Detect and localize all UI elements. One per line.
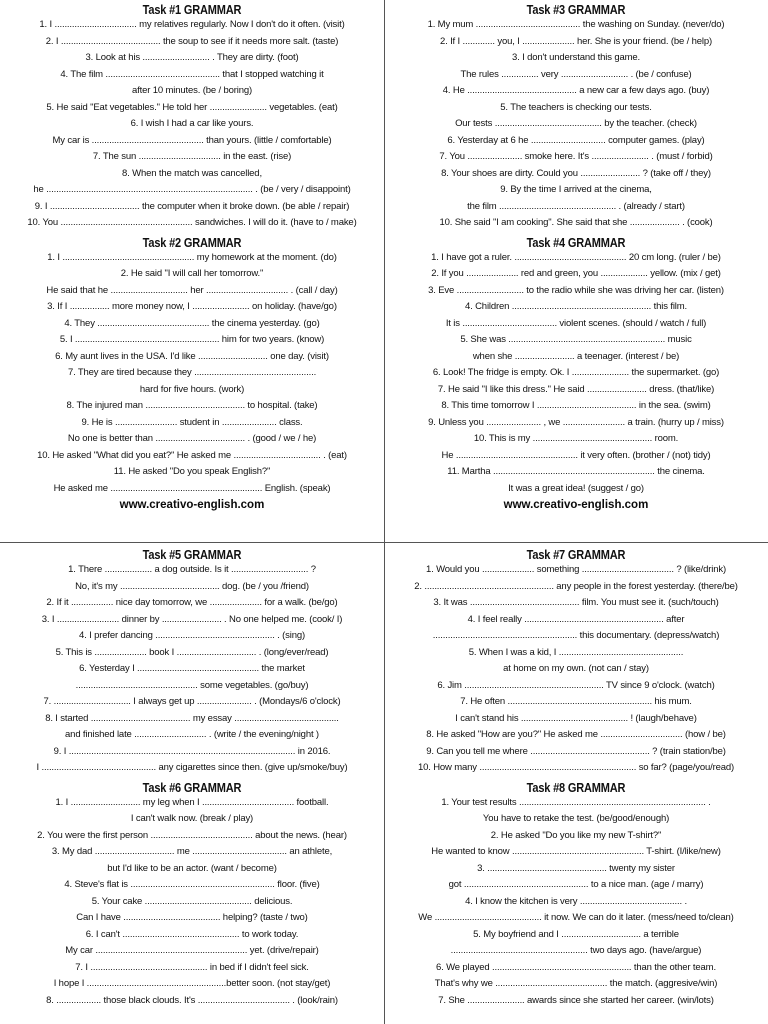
exercise-line: You have to retake the test. (be/good/enough) xyxy=(482,813,670,824)
exercise-line: 2. I ........................................ the soup to see if it needs more salt. (taste) xyxy=(45,35,339,47)
exercise-line: 6. Jim ........................................................ TV since 9 o'clock. (watch) xyxy=(437,679,715,691)
exercise-line: 8. .................. those black clouds. It's ..................................... . (look/rain) xyxy=(46,994,338,1006)
quadrant-bottom-left xyxy=(0,545,384,1024)
exercise-line: hard for five hours. (work) xyxy=(139,383,245,395)
exercise-line: 1. My mum .......................................... the washing on Sunday. (never/do) xyxy=(427,19,725,30)
exercise-line: 11. He asked "Do you speak English?" xyxy=(113,466,271,477)
exercise-line: That's why we ............................................. the match. (aggresive/win) xyxy=(434,978,718,989)
exercise-line: 3. If I ................ more money now, I ....................... on holiday. (have/go) xyxy=(47,301,337,312)
exercise-line: 9. He is ......................... student in ...................... class. xyxy=(81,416,303,428)
exercise-line: 2. He asked "Do you like my new T-shirt?" xyxy=(490,829,662,841)
quadrant-bottom-right xyxy=(384,545,768,1024)
quadrant-top-left xyxy=(0,0,384,512)
task-lines xyxy=(390,251,762,499)
exercise-line: 5. The teachers is checking our tests. xyxy=(500,101,652,113)
task-title: Task #7 GRAMMAR xyxy=(526,548,626,562)
exercise-line: I can't stand his ........................................... ! (laugh/behave) xyxy=(455,712,697,724)
exercise-line: 8. When the match was cancelled, xyxy=(122,167,262,179)
horizontal-divider xyxy=(0,542,768,543)
exercise-line: He said that he ............................... her ................................. . (call / day) xyxy=(46,284,338,296)
exercise-line: 7. The sun ................................. in the east. (rise) xyxy=(92,151,292,162)
exercise-line: 7. He said "I like this dress." He said ........................ dress. (that/like) xyxy=(437,383,715,395)
exercise-line: 8. I started ........................................ my essay .......................................... xyxy=(45,712,339,724)
exercise-line: 5. I .......................................................... him for two years. (know) xyxy=(59,334,325,345)
exercise-line: 1. I ............................ my leg when I ..................................... football. xyxy=(55,796,329,808)
exercise-line: 2. If you ..................... red and green, you ................... yellow. (mix / get) xyxy=(431,268,721,279)
task-lines xyxy=(6,563,378,778)
exercise-line: 3. I don't understand this game. xyxy=(512,52,640,63)
exercise-line: after 10 minutes. (be / boring) xyxy=(132,85,252,96)
exercise-line: 10. She said "I am cooking". She said that she .................... . (cook) xyxy=(439,217,713,228)
task-lines xyxy=(390,796,762,1011)
exercise-line: 7. I ............................................... in bed if I didn't feel sick. xyxy=(75,961,309,973)
exercise-line: ....................................................... two days ago. (have/argue) xyxy=(450,945,702,956)
task-lines xyxy=(390,18,762,233)
exercise-line: 10. This is my ................................................ room. xyxy=(473,433,679,444)
exercise-line: 10. You ..................................................... sandwiches. I will do it. (have to / make) xyxy=(27,217,357,228)
exercise-line: My car is ............................................. than yours. (little / comfortable) xyxy=(52,134,332,146)
exercise-line: 6. I can't ............................................... to work today. xyxy=(85,928,299,940)
exercise-line: when she ........................ a teenager. (interest / be) xyxy=(472,350,680,362)
exercise-line: I can't walk now. (break / play) xyxy=(130,813,254,824)
exercise-line: 2. You were the first person ......................................... about the news. (hear) xyxy=(37,829,347,841)
exercise-line: It was a great idea! (suggest / go) xyxy=(508,482,644,494)
exercise-line: 8. The injured man ........................................ to hospital. (take) xyxy=(66,400,318,411)
website-link[interactable]: www.creativo-english.com xyxy=(6,498,378,512)
quadrant-top-right xyxy=(384,0,768,512)
exercise-line: 5. This is ..................... book I ................................ . (long/ever/read) xyxy=(55,646,329,658)
exercise-line: 4. He ............................................ a new car a few days ago. (buy) xyxy=(442,85,710,96)
exercise-line: 6. Look! The fridge is empty. Ok. I ....................... the supermarket. (go) xyxy=(432,367,720,378)
exercise-line: He asked me ............................................................. English. (speak) xyxy=(53,482,331,494)
exercise-line: 1. I ..................................................... my homework at the moment. (do) xyxy=(47,251,337,263)
exercise-line: 4. I know the kitchen is very ......................................... . xyxy=(465,895,687,907)
exercise-line: 8. This time tomorrow I ........................................ in the sea. (swim) xyxy=(441,400,711,411)
exercise-line: 6. Yesterday at 6 he .............................. computer games. (play) xyxy=(447,134,705,146)
exercise-line: We ........................................... it now. We can do it later. (mess/need to/clean) xyxy=(418,912,734,923)
exercise-line: 3. Look at his ........................... . They are dirty. (foot) xyxy=(85,52,299,63)
exercise-line: 2. .................................................... any people in the forest yesterday. (there/be) xyxy=(414,580,738,592)
exercise-line: 7. ............................... I always get up ...................... . (Mondays/6 o'clock) xyxy=(43,696,341,707)
exercise-line: 3. I ......................... dinner by ........................ . No one helped me. (cook/ I) xyxy=(41,613,343,625)
exercise-line: 3. My dad ................................ me ...................................... an athlete, xyxy=(51,846,333,857)
exercise-line: 5. He said "Eat vegetables." He told her ....................... vegetables. (eat) xyxy=(46,101,338,113)
exercise-line: 4. Children ........................................................ this film. xyxy=(464,301,687,312)
exercise-line: 1. There ................... a dog outside. Is it ............................... ? xyxy=(68,564,316,575)
exercise-line: 5. She was ............................................................... music xyxy=(460,334,692,345)
task-title: Task #2 GRAMMAR xyxy=(142,235,242,250)
exercise-line: He wanted to know ..................................................... T-shirt. (I/like/new) xyxy=(431,846,721,857)
exercise-line: No one is better than .................................... . (good / we / he) xyxy=(67,433,317,444)
exercise-line: No, it's my ........................................ dog. (be / you /friend) xyxy=(75,580,309,592)
exercise-line: 9. By the time I arrived at the cinema, xyxy=(500,184,652,195)
exercise-line: 2. If I ............. you, I ..................... her. She is your friend. (be / help) xyxy=(439,35,713,47)
exercise-line: but I'd like to be an actor. (want / become) xyxy=(107,862,277,874)
exercise-line: 4. I prefer dancing ................................................ . (sing) xyxy=(78,630,306,641)
task-lines xyxy=(6,18,378,233)
exercise-line: 8. Your shoes are dirty. Could you ........................ ? (take off / they) xyxy=(441,167,711,179)
exercise-line: 5. My boyfriend and I ................................ a terrible xyxy=(473,928,679,940)
exercise-line: the film ............................................... . (already / start) xyxy=(467,200,685,212)
exercise-line: 7. She ....................... awards since she started her career. (win/lots) xyxy=(438,994,714,1006)
exercise-line: 7. You ...................... smoke here. It's ....................... . (must / forbid) xyxy=(439,151,713,162)
exercise-line: 9. I .................................... the computer when it broke down. (be able / repair) xyxy=(34,200,350,212)
exercise-line: 4. The film .............................................. that I stopped watching it xyxy=(60,68,324,80)
exercise-line: 4. They ............................................. the cinema yesterday. (go) xyxy=(64,317,320,329)
task-title: Task #8 GRAMMAR xyxy=(526,780,626,795)
exercise-line: 5. When I was a kid, I .................................................. xyxy=(468,646,684,658)
task-title: Task #4 GRAMMAR xyxy=(526,235,626,250)
exercise-line: Our tests ........................................... by the teacher. (check) xyxy=(455,118,697,129)
exercise-line: 3. Eve ........................... to the radio while she was driving her car. (listen) xyxy=(428,284,724,296)
exercise-line: 6. I wish I had a car like yours. xyxy=(130,118,254,129)
exercise-line: 1. Your test results ........................................................................... . xyxy=(441,796,711,808)
exercise-line: It is ...................................... violent scenes. (should / watch / full) xyxy=(445,317,707,329)
website-link[interactable]: www.creativo-english.com xyxy=(390,498,762,512)
exercise-line: The rules ............... very ........................... . (be / confuse) xyxy=(460,68,692,80)
exercise-line: .......................................................... this documentary. (depress/watch) xyxy=(432,630,720,641)
exercise-line: 7. They are tired because they ................................................. xyxy=(67,367,317,378)
exercise-line: he ................................................................................... . (be / very / disappoint) xyxy=(33,184,351,195)
exercise-line: 3. ................................................ twenty my sister xyxy=(477,862,675,874)
exercise-line: 10. He asked "What did you eat?" He asked me ................................... . (eat) xyxy=(37,449,347,461)
exercise-line: 10. How many ............................................................... so far? (page/you/read) xyxy=(417,762,735,773)
exercise-line: 9. I ........................................................................................... in 2016. xyxy=(53,745,331,757)
task-lines xyxy=(6,796,378,1011)
exercise-line: Can I have ....................................... helping? (taste / two) xyxy=(76,912,308,923)
exercise-line: at home on my own. (not can / stay) xyxy=(503,663,649,674)
exercise-line: and finished late ............................. . (write / the evening/night ) xyxy=(65,729,319,740)
task-title: Task #6 GRAMMAR xyxy=(142,780,242,795)
task-title: Task #3 GRAMMAR xyxy=(526,3,626,17)
exercise-line: 6. My aunt lives in the USA. I'd like ............................ one day. (visit) xyxy=(55,350,329,362)
exercise-line: 4. Steve's flat is .......................................................... floor. (five) xyxy=(64,879,320,890)
exercise-line: got .................................................. to a nice man. (age / marry) xyxy=(448,879,704,890)
exercise-line: 1. Would you ..................... something ..................................... ? (like/drink) xyxy=(426,564,726,575)
exercise-line: He ................................................. it very often. (brother / (not) tidy) xyxy=(441,449,711,461)
exercise-line: 1. I ................................. my relatives regularly. Now I don't do it often. (visit) xyxy=(39,19,345,30)
exercise-line: 2. He said "I will call her tomorrow." xyxy=(120,268,264,279)
task-title: Task #5 GRAMMAR xyxy=(142,548,242,562)
exercise-line: 7. He often .......................................................... his mum. xyxy=(460,696,692,707)
task-title: Task #1 GRAMMAR xyxy=(142,3,242,17)
exercise-line: 4. I feel really ........................................................ after xyxy=(467,613,685,625)
task-lines xyxy=(6,251,378,499)
exercise-line: 8. He asked "How are you?" He asked me ................................. (how / be) xyxy=(426,729,726,740)
exercise-line: 6. Yesterday I ................................................. the market xyxy=(79,663,305,674)
exercise-line: My car ............................................................. yet. (drive/repair) xyxy=(65,945,319,956)
exercise-line: I hope I ........................................................better soon. (not stay/get) xyxy=(53,978,331,989)
exercise-line: 1. I have got a ruler. ............................................. 20 cm long. (ruler / be) xyxy=(431,251,721,263)
exercise-line: 11. Martha ................................................................. the cinema. xyxy=(447,466,705,477)
exercise-line: ................................................. some vegetables. (go/buy) xyxy=(75,679,309,691)
exercise-line: 6. We played ........................................................ than the other team. xyxy=(436,961,716,973)
exercise-line: 2. If it ................. nice day tomorrow, we ..................... for a walk. (be/go) xyxy=(46,597,338,608)
exercise-line: 9. Can you tell me where ................................................ ? (train station/be) xyxy=(426,745,726,757)
exercise-line: 5. Your cake ........................................... delicious. xyxy=(91,895,293,907)
exercise-line: 3. It was ............................................ film. You must see it. (such/touch) xyxy=(433,597,719,608)
task-lines xyxy=(390,563,762,778)
exercise-line: 9. Unless you ...................... , we ......................... a train. (hurry up / miss) xyxy=(428,416,724,428)
exercise-line: I .............................................. any cigarettes since then. (give up/smoke/buy) xyxy=(36,762,348,773)
